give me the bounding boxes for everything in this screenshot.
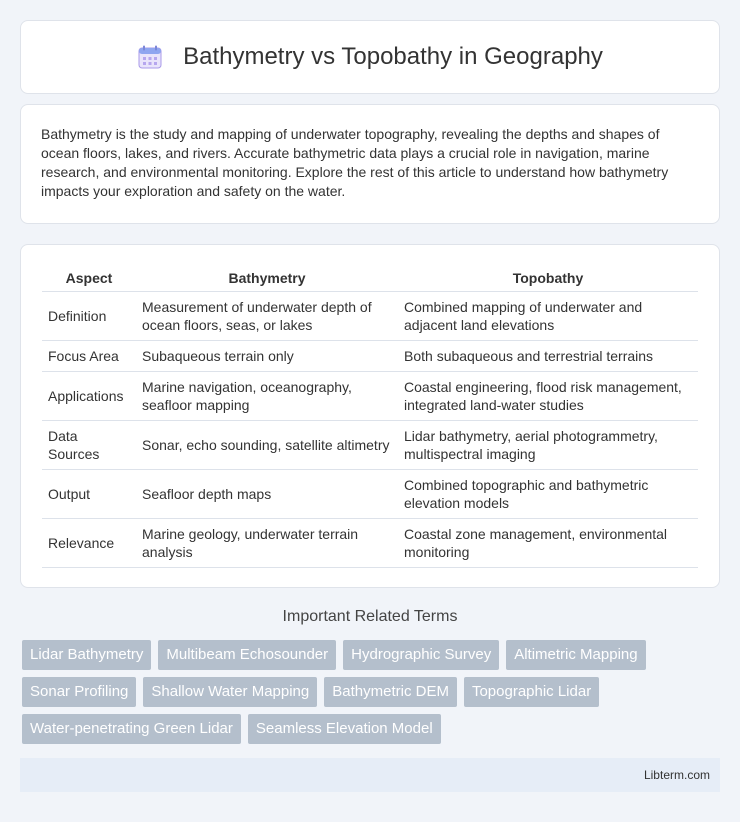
row-aspect: Data Sources bbox=[42, 420, 136, 469]
term-tag[interactable]: Seamless Elevation Model bbox=[248, 714, 441, 744]
row-topobathy: Coastal engineering, flood risk management, integrated land-water studies bbox=[398, 371, 698, 420]
row-bathymetry: Sonar, echo sounding, satellite altimetry bbox=[136, 420, 398, 469]
table-header-row bbox=[42, 265, 698, 291]
calendar-icon bbox=[137, 44, 163, 70]
footer-site-link[interactable]: Libterm.com bbox=[643, 768, 710, 782]
row-topobathy: Combined topographic and bathymetric elevation models bbox=[398, 469, 698, 518]
table-row bbox=[42, 518, 698, 567]
table-row bbox=[42, 420, 698, 469]
row-aspect: Definition bbox=[42, 291, 136, 340]
header-bathymetry: Bathymetry bbox=[136, 265, 398, 291]
row-bathymetry: Subaqueous terrain only bbox=[136, 340, 398, 371]
intro-card bbox=[20, 104, 720, 224]
title-card bbox=[20, 20, 720, 94]
row-bathymetry: Measurement of underwater depth of ocean floors, seas, or lakes bbox=[136, 291, 398, 340]
row-topobathy: Lidar bathymetry, aerial photogrammetry, multispectral imaging bbox=[398, 420, 698, 469]
row-topobathy: Both subaqueous and terrestrial terrains bbox=[398, 340, 698, 371]
term-tag[interactable]: Altimetric Mapping bbox=[506, 640, 645, 670]
row-bathymetry: Seafloor depth maps bbox=[136, 469, 398, 518]
row-aspect: Focus Area bbox=[42, 340, 136, 371]
table-row bbox=[42, 340, 698, 371]
table-row bbox=[42, 371, 698, 420]
table-row bbox=[42, 291, 698, 340]
related-terms-list bbox=[22, 640, 722, 744]
term-tag[interactable]: Water-penetrating Green Lidar bbox=[22, 714, 241, 744]
intro-paragraph: Bathymetry is the study and mapping of underwater topography, revealing the depths and shapes of ocean floors, lakes, and rivers. Accurate bathymetric data plays a crucial role in navigation, marine research, and environmental monitoring. Explore the rest of this article to understand how bathymetry impacts your exploration and safety on the water. bbox=[41, 126, 669, 199]
comparison-table bbox=[42, 265, 698, 568]
header-topobathy: Topobathy bbox=[398, 265, 698, 291]
term-tag[interactable]: Topographic Lidar bbox=[464, 677, 599, 707]
term-tag[interactable]: Sonar Profiling bbox=[22, 677, 136, 707]
page-title: Bathymetry vs Topobathy in Geography bbox=[183, 43, 603, 70]
row-bathymetry: Marine geology, underwater terrain analysis bbox=[136, 518, 398, 567]
term-tag[interactable]: Lidar Bathymetry bbox=[22, 640, 151, 670]
term-tag[interactable]: Multibeam Echosounder bbox=[158, 640, 336, 670]
term-tag[interactable]: Shallow Water Mapping bbox=[143, 677, 317, 707]
footer bbox=[20, 758, 720, 792]
row-aspect: Relevance bbox=[42, 518, 136, 567]
row-bathymetry: Marine navigation, oceanography, seafloor mapping bbox=[136, 371, 398, 420]
row-topobathy: Combined mapping of underwater and adjacent land elevations bbox=[398, 291, 698, 340]
comparison-table-card bbox=[20, 244, 720, 588]
row-aspect: Applications bbox=[42, 371, 136, 420]
term-tag[interactable]: Bathymetric DEM bbox=[324, 677, 457, 707]
header-aspect: Aspect bbox=[42, 265, 136, 291]
row-aspect: Output bbox=[42, 469, 136, 518]
term-tag[interactable]: Hydrographic Survey bbox=[343, 640, 499, 670]
row-topobathy: Coastal zone management, environmental monitoring bbox=[398, 518, 698, 567]
table-row bbox=[42, 469, 698, 518]
related-terms-title: Important Related Terms bbox=[282, 608, 458, 625]
